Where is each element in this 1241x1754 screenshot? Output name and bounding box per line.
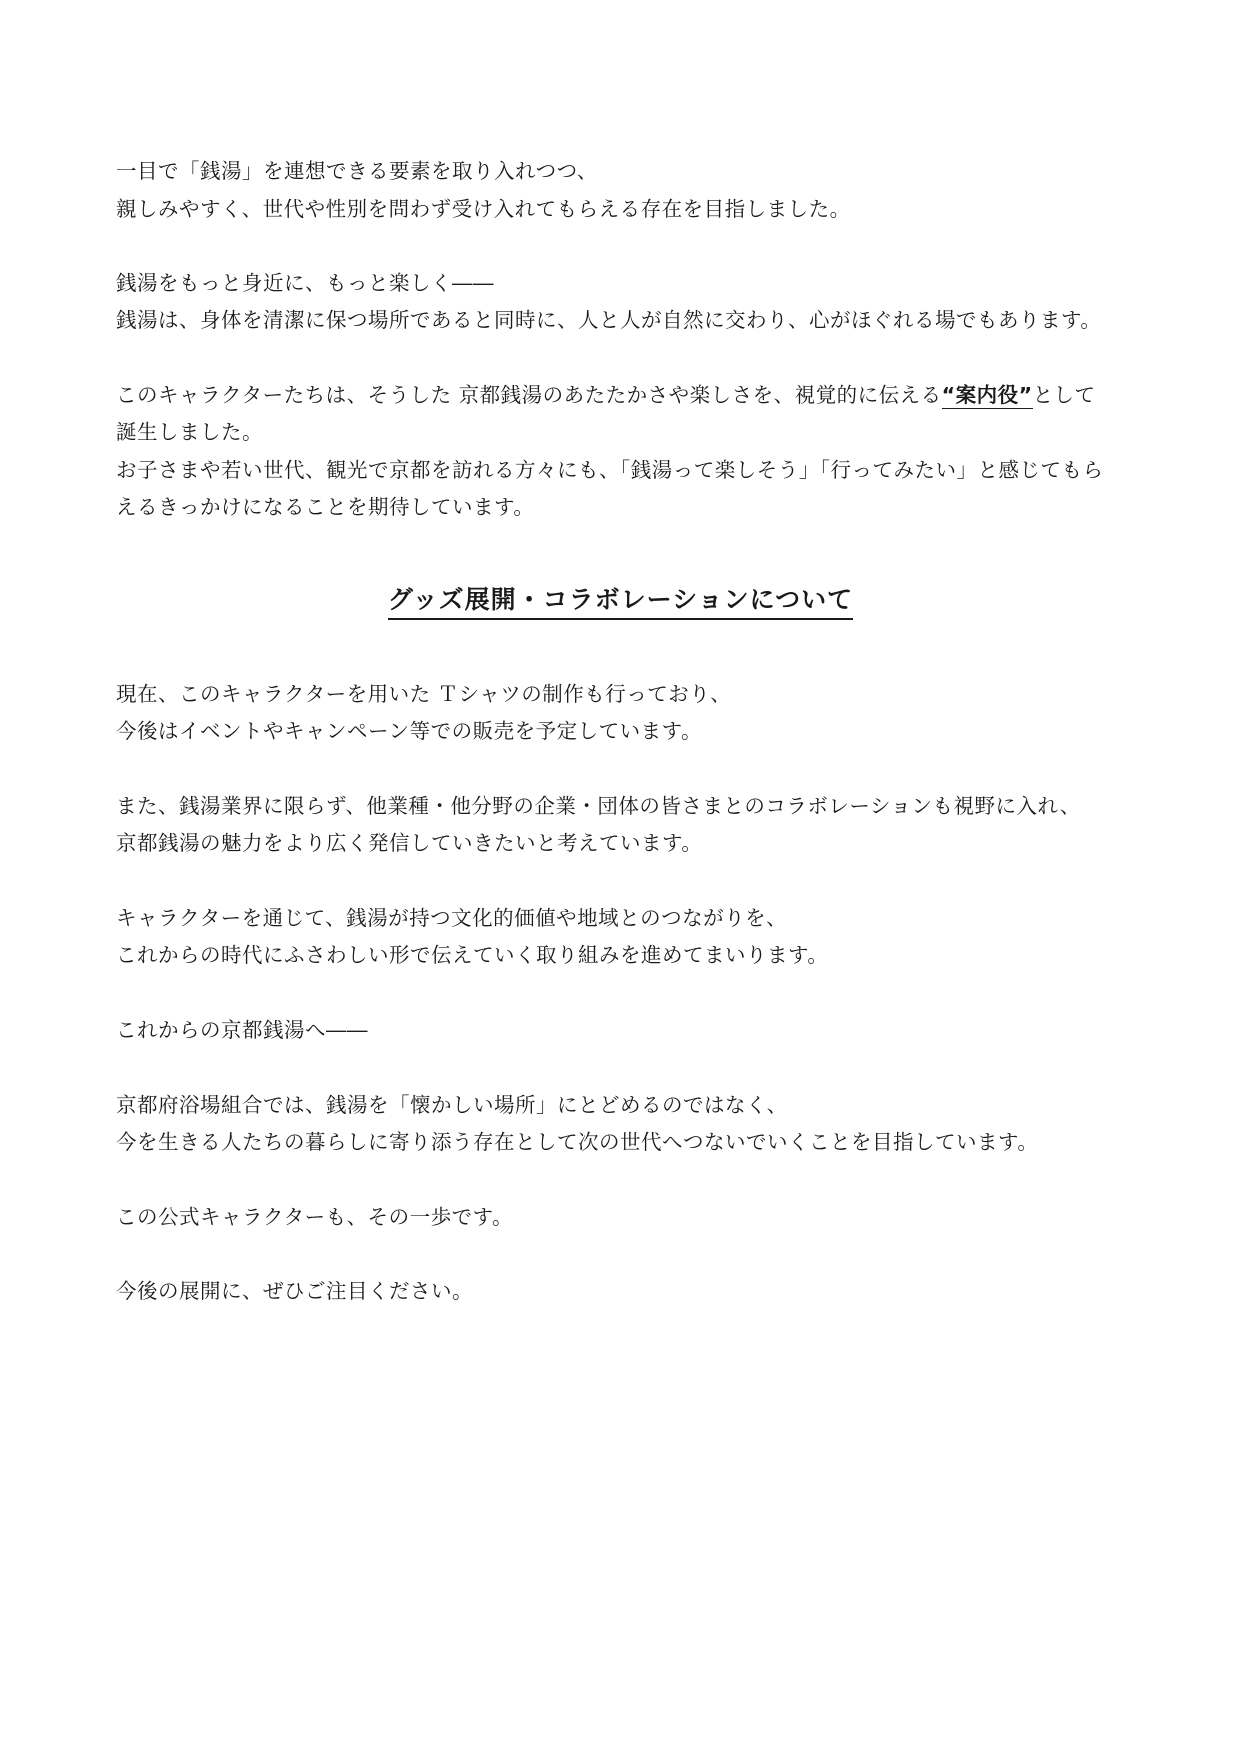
paragraph-line: えるきっかけになることを期待しています。 xyxy=(116,495,535,519)
paragraph-line: 今を生きる人たちの暮らしに寄り添う存在として次の世代へつないでいくことを目指しています。 xyxy=(116,1130,1039,1154)
paragraph-line: 一目で「銭湯」を連想できる要素を取り入れつつ、 xyxy=(116,159,598,183)
text-segment: として xyxy=(1032,383,1096,407)
paragraph-line xyxy=(116,381,1096,409)
section-heading-text: グッズ展開・コラボレーションについて xyxy=(388,585,853,620)
paragraph-line: この公式キャラクターも、その一歩です。 xyxy=(116,1205,513,1229)
paragraph-line: キャラクターを通じて、銭湯が持つ文化的価値や地域とのつながりを、 xyxy=(116,906,788,930)
emphasized-term: “案内役” xyxy=(941,383,1033,407)
paragraph-line: これからの京都銭湯へ―― xyxy=(116,1018,368,1042)
paragraph-line: 今後はイベントやキャンペーン等での販売を予定しています。 xyxy=(116,719,702,743)
paragraph-line: これからの時代にふさわしい形で伝えていく取り組みを進めてまいります。 xyxy=(116,943,829,967)
paragraph-line: 現在、このキャラクターを用いた Ｔシャツの制作も行っており、 xyxy=(116,682,732,706)
paragraph-line: 誕生しました。 xyxy=(116,420,263,444)
paragraph-line: また、銭湯業界に限らず、他業種・他分野の企業・団体の皆さまとのコラボレーションも視野に入れ、 xyxy=(116,794,1081,818)
paragraph-line: 京都銭湯の魅力をより広く発信していきたいと考えています。 xyxy=(116,831,703,855)
section-heading xyxy=(0,584,1241,616)
paragraph-line: 親しみやすく、世代や性別を問わず受け入れてもらえる存在を目指しました。 xyxy=(116,197,851,221)
paragraph-line: 今後の展開に、ぜひご注目ください。 xyxy=(116,1279,473,1303)
paragraph-line: 京都府浴場組合では、銭湯を「懐かしい場所」にとどめるのではなく、 xyxy=(116,1093,788,1117)
paragraph-line: 銭湯は、身体を清潔に保つ場所であると同時に、人と人が自然に交わり、心がほぐれる場でもあります。 xyxy=(116,308,1102,332)
text-segment: このキャラクターたちは、そうした 京都銭湯のあたたかさや楽しさを、視覚的に伝える xyxy=(116,383,942,407)
paragraph-line: 銭湯をもっと身近に、もっと楽しく―― xyxy=(116,271,494,295)
paragraph-line: お子さまや若い世代、観光で京都を訪れる方々にも、「銭湯って楽しそう」「行ってみたい」と感じてもら xyxy=(116,458,1104,482)
